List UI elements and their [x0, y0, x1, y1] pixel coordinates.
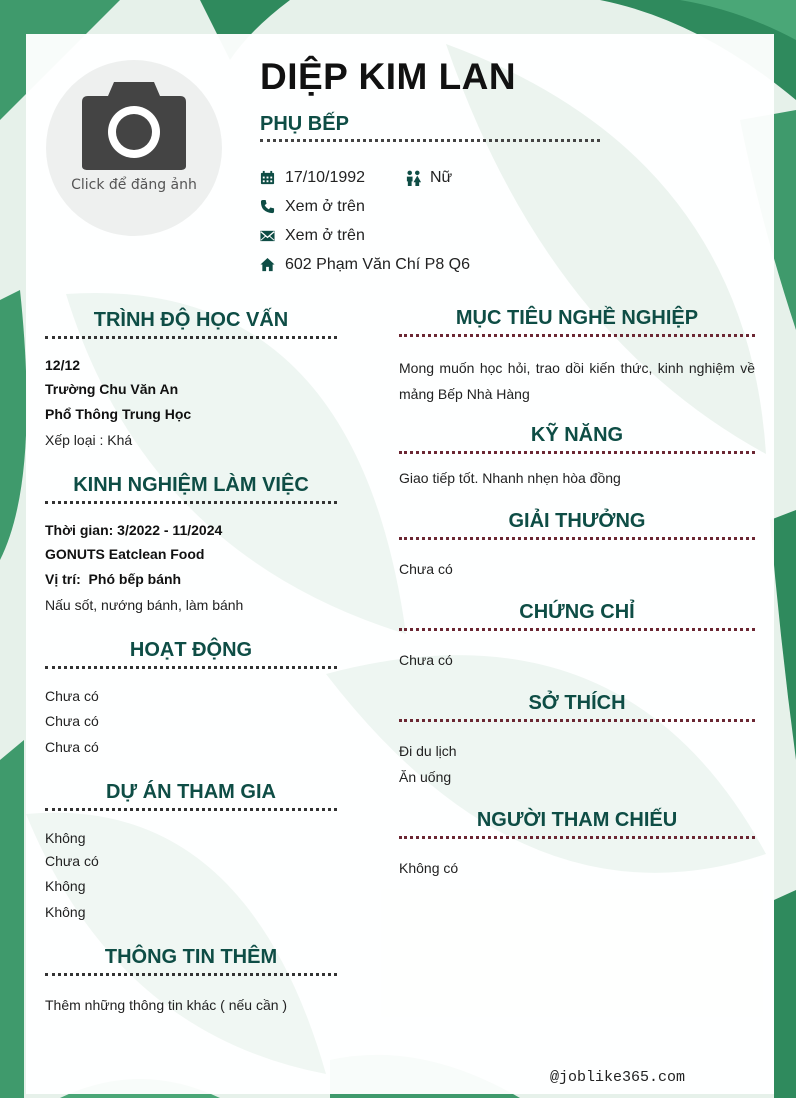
skills-title: KỸ NĂNG — [530, 424, 624, 446]
education-divider — [45, 336, 337, 339]
experience-company: GONUTS Eatclean Food — [45, 546, 205, 562]
email-value: Xem ở trên — [285, 227, 365, 244]
project-item: Không — [45, 904, 86, 920]
hobbies-divider — [399, 719, 755, 722]
references-text: Không có — [399, 860, 459, 876]
projects-divider — [45, 808, 337, 811]
experience-divider — [45, 501, 337, 504]
activities-title: HOẠT ĐỘNG — [129, 639, 253, 661]
camera-icon — [80, 80, 188, 172]
additional-title: THÔNG TIN THÊM — [104, 946, 278, 968]
project-item: Chưa có — [45, 853, 99, 869]
skills-divider — [399, 451, 755, 454]
additional-text: Thêm những thông tin khác ( nếu cần ) — [45, 997, 288, 1013]
activity-item: Chưa có — [45, 688, 99, 704]
hobby-item: Ăn uống — [399, 769, 452, 785]
hobbies-title: SỞ THÍCH — [528, 692, 626, 714]
avatar-upload[interactable] — [46, 60, 222, 236]
activities-divider — [45, 666, 337, 669]
experience-title: KINH NGHIỆM LÀM VIỆC — [73, 474, 309, 496]
education-ranking: Xếp loại : Khá — [45, 432, 133, 448]
project-item: Không — [45, 830, 86, 846]
projects-title: DỰ ÁN THAM GIA — [106, 781, 276, 803]
awards-title: GIẢI THƯỞNG — [508, 510, 646, 532]
certificates-title: CHỨNG CHỈ — [519, 601, 635, 623]
avatar-caption: Click để đăng ảnh — [71, 177, 197, 193]
birthday-value: 17/10/1992 — [285, 169, 366, 186]
activity-item: Chưa có — [45, 713, 99, 729]
calendar-icon — [260, 170, 275, 185]
home-icon — [260, 257, 275, 272]
candidate-name: DIỆP KIM LAN — [260, 56, 517, 97]
education-level: Phổ Thông Trung Học — [45, 406, 192, 422]
hobby-item: Đi du lịch — [399, 743, 457, 759]
objective-divider — [399, 334, 755, 337]
phone-value: Xem ở trên — [285, 198, 365, 215]
education-title: TRÌNH ĐỘ HỌC VẤN — [93, 309, 289, 331]
references-title: NGƯỜI THAM CHIẾU — [476, 809, 678, 831]
gender-value: Nữ — [430, 169, 453, 186]
phone-icon — [260, 199, 275, 214]
objective-text: Mong muốn học hỏi, trao dồi kiến thức, kinh nghiệm về mảng Bếp Nhà Hàng — [399, 360, 755, 402]
experience-period: Thời gian: 3/2022 - 11/2024 — [45, 522, 223, 538]
awards-text: Chưa có — [399, 561, 453, 577]
address-value: 602 Phạm Văn Chí P8 Q6 — [285, 256, 470, 273]
certificates-text: Chưa có — [399, 652, 453, 668]
project-item: Không — [45, 878, 86, 894]
skills-text: Giao tiếp tốt. Nhanh nhẹn hòa đồng — [399, 470, 621, 486]
education-school: Trường Chu Văn An — [45, 381, 179, 397]
job-title: PHỤ BẾP — [260, 113, 349, 135]
education-grade: 12/12 — [45, 357, 81, 373]
activity-item: Chưa có — [45, 739, 99, 755]
site-watermark: @joblike365.com — [550, 1069, 686, 1086]
additional-divider — [45, 973, 337, 976]
certificates-divider — [399, 628, 755, 631]
references-divider — [399, 836, 755, 839]
awards-divider — [399, 537, 755, 540]
gender-icon — [405, 170, 422, 187]
envelope-icon — [260, 228, 275, 243]
experience-description: Nấu sốt, nướng bánh, làm bánh — [45, 597, 244, 613]
objective-title: MỤC TIÊU NGHỀ NGHIỆP — [455, 307, 699, 329]
job-title-divider — [260, 139, 600, 142]
experience-position: Vị trí: Phó bếp bánh — [45, 571, 182, 587]
